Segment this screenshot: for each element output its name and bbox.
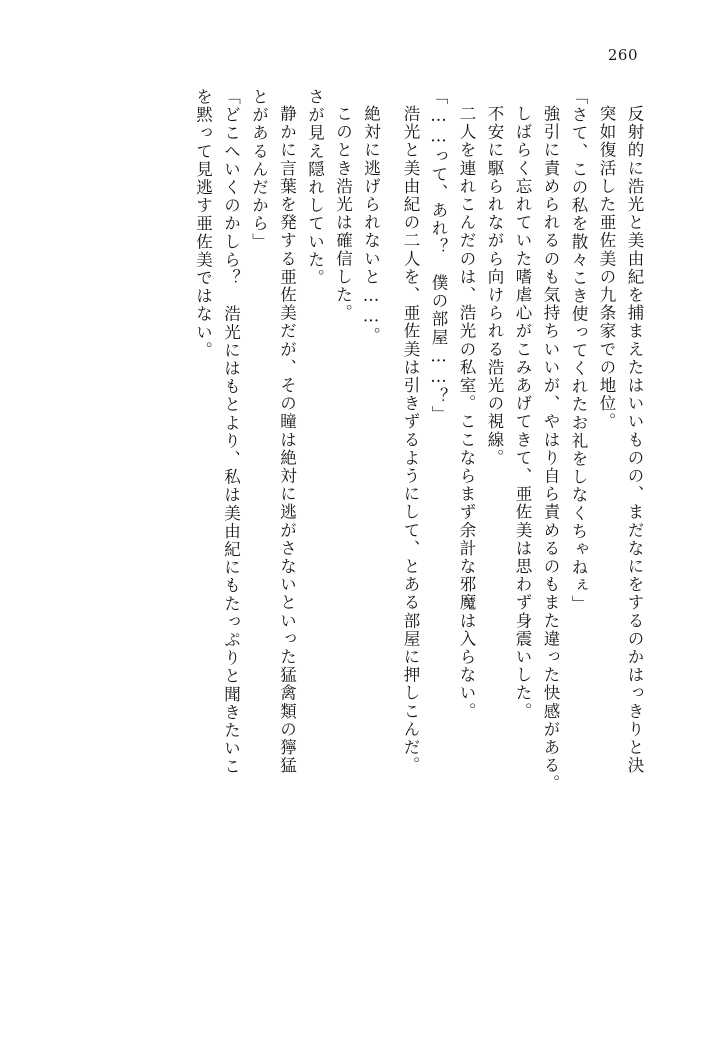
text-line: 二人を連れこんだのは、浩光の私室。ここならまず余計な邪魔は入らない。 bbox=[457, 105, 476, 721]
text-line: さが見え隠れしていた。 bbox=[305, 88, 325, 288]
vertical-text-block bbox=[183, 88, 643, 968]
text-line: 強引に責められるのも気持ちいいが、やはり自ら責めるのもまた違った快感がある。 bbox=[541, 105, 560, 793]
text-line: 不安に駆られながら向けられる浩光の視線。 bbox=[485, 105, 504, 467]
text-line: 浩光と美由紀の二人を、亜佐美は引きずるようにして、とある部屋に押しこんだ。 bbox=[401, 105, 420, 775]
text-line: 「さて、この私を散々こき使ってくれたお礼をしなくちゃねぇ」 bbox=[569, 88, 588, 613]
text-line: 絶対に逃げられないと……。 bbox=[361, 105, 381, 346]
text-line: このとき浩光は確信した。 bbox=[333, 105, 353, 323]
text-line: 反射的に浩光と美由紀を捕まえたはいいものの、まだなにをするのかはっきりと決 bbox=[625, 105, 644, 775]
text-line: 「……って、あれ？ 僕の部屋……？」 bbox=[429, 88, 448, 424]
text-line: とがあるんだから」 bbox=[249, 88, 269, 251]
page-number: 260 bbox=[607, 46, 638, 64]
text-line: 突如復活した亜佐美の九条家での地位。 bbox=[597, 105, 616, 431]
text-line: しばらく忘れていた嗜虐心がこみあげてきて、亜佐美は思わず身震いした。 bbox=[513, 105, 532, 721]
text-line: 「どこへいくのかしら？ 浩光にはもとより、私は美由紀にもたっぷりと聞きたいこ bbox=[221, 88, 241, 776]
text-line: 静かに言葉を発する亜佐美だが、その瞳は絶対に逃がさないといった猛禽類の獰猛 bbox=[277, 105, 297, 775]
text-line: を黙って見逃す亜佐美ではない。 bbox=[193, 88, 213, 360]
